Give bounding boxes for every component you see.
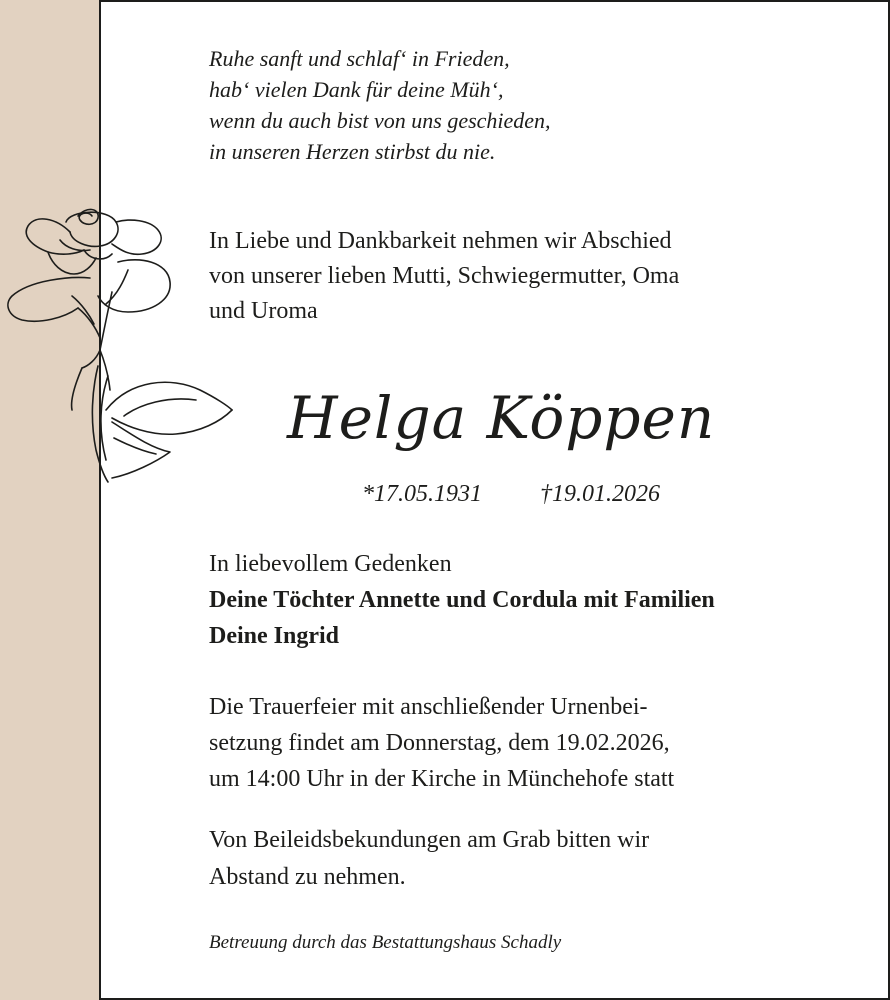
poem: [209, 43, 551, 167]
poem-line: hab‘ vielen Dank für deine Müh‘,: [209, 77, 504, 102]
condolence-note: [209, 822, 649, 896]
ceremony-line: setzung findet am Donnerstag, dem 19.02.2026,: [209, 730, 670, 756]
birth-date: *17.05.1931: [362, 481, 482, 507]
poem-line: Ruhe sanft und schlaf‘ in Frieden,: [209, 46, 510, 71]
poem-line: in unseren Herzen stirbst du nie.: [209, 139, 496, 164]
memory-section: [209, 546, 715, 654]
condolence-line: Von Beileidsbekundungen am Grab bitten wir: [209, 827, 650, 853]
ceremony-line: Die Trauerfeier mit anschließender Urnenbei-: [209, 694, 648, 720]
frame-left-border: [99, 0, 101, 1000]
memory-intro: In liebevollem Gedenken: [209, 551, 452, 577]
deceased-name: Helga Köppen: [287, 384, 716, 452]
farewell-intro: [209, 224, 679, 329]
death-date: †19.01.2026: [540, 481, 660, 507]
side-color-band: [0, 0, 100, 1000]
ceremony-line: um 14:00 Uhr in der Kirche in Münchehofe statt: [209, 766, 675, 792]
condolence-line: Abstand zu nehmen.: [209, 864, 406, 890]
mourners-daughters: Deine Töchter Annette und Cordula mit Familien: [209, 587, 715, 613]
rose-line-drawing-icon: [0, 200, 240, 490]
intro-line: von unserer lieben Mutti, Schwiegermutter, Oma: [209, 263, 680, 289]
funeral-home-credit: Betreuung durch das Bestattungshaus Schadly: [209, 932, 562, 953]
poem-line: wenn du auch bist von uns geschieden,: [209, 108, 551, 133]
life-dates: [362, 478, 660, 510]
mourners-ingrid: Deine Ingrid: [209, 623, 340, 649]
intro-line: In Liebe und Dankbarkeit nehmen wir Abschied: [209, 228, 672, 254]
ceremony-info: [209, 689, 674, 797]
intro-line: und Uroma: [209, 298, 318, 324]
